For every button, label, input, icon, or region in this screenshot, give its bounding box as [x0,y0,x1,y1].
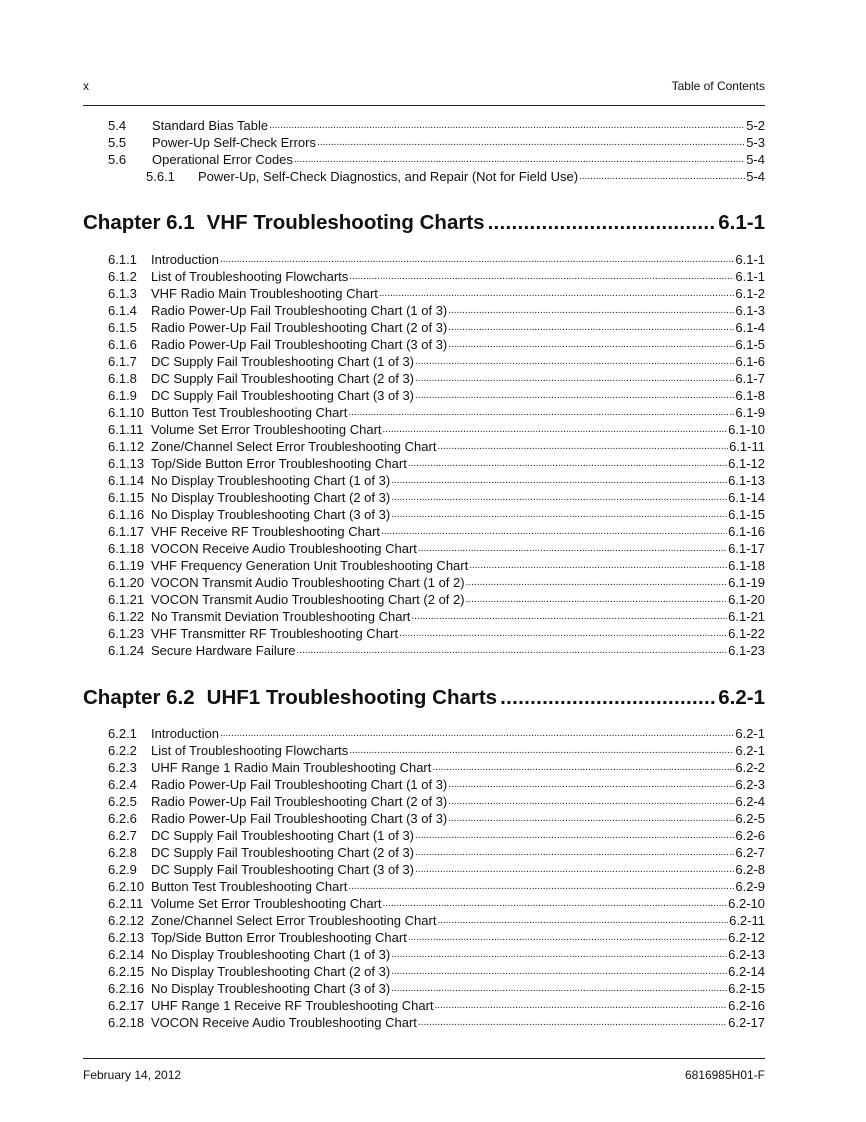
toc-entry-title: No Display Troubleshooting Chart (1 of 3) [151,947,391,962]
toc-entry[interactable] [108,404,765,421]
toc-entry[interactable] [108,438,765,455]
toc-entry-number: 6.2.13 [108,930,145,945]
toc-entry[interactable] [108,489,765,506]
chapter-page: 6.1-1 [718,211,765,234]
chapter-title: VHF Troubleshooting Charts [206,211,485,234]
toc-entry-number: 6.1.22 [108,609,145,624]
leader-dots [349,268,734,285]
leader-dots [383,421,728,438]
toc-entry[interactable] [108,387,765,404]
toc-entry[interactable] [108,997,765,1014]
chapter-title: UHF1 Troubleshooting Charts [206,686,498,709]
leader-dots [448,793,734,810]
toc-entry[interactable] [108,1014,765,1031]
toc-entry-title: VOCON Transmit Audio Troubleshooting Chart (1 of 2) [151,575,465,590]
leader-dots [415,844,734,861]
toc-entry-page: 6.1-14 [728,490,765,505]
toc-entry-number: 6.1.2 [108,269,137,284]
leader-dots [437,912,728,929]
toc-entry-page: 6.1-8 [735,388,765,403]
page-footer [83,1068,765,1084]
toc-entry-title: Radio Power-Up Fail Troubleshooting Chart (3 of 3) [151,811,448,826]
toc-entry-page: 6.1-22 [728,626,765,641]
toc-entry-number: 6.2.11 [108,896,144,911]
toc-entry[interactable] [108,946,765,963]
toc-entry-title: DC Supply Fail Troubleshooting Chart (3 of 3) [151,388,415,403]
toc-entry-number: 6.2.9 [108,862,137,877]
toc-entry-page: 6.1-17 [728,541,765,556]
toc-entry-title: Radio Power-Up Fail Troubleshooting Chart (2 of 3) [151,794,448,809]
leader-dots [383,895,728,912]
leader-dots [466,591,728,608]
toc-entry-title: VHF Radio Main Troubleshooting Chart [151,286,378,301]
toc-entry-page: 6.1-4 [735,320,765,335]
leader-dots [448,810,734,827]
footer-rule [83,1058,765,1059]
toc-entry-title: Zone/Channel Select Error Troubleshooting Chart [151,439,437,454]
toc-entry-title: Radio Power-Up Fail Troubleshooting Chart (1 of 3) [151,777,448,792]
toc-entry[interactable] [108,878,765,895]
toc-entry-title: VHF Frequency Generation Unit Troubleshooting Chart [151,558,469,573]
toc-entry[interactable] [108,421,765,438]
toc-entry-number: 5.5 [108,135,127,150]
toc-entry-page: 6.1-9 [735,405,765,420]
toc-entry-title: UHF Range 1 Receive RF Troubleshooting Chart [151,998,434,1013]
leader-dots [269,117,745,134]
toc-entry-title: Standard Bias Table [152,118,269,133]
toc-entry-page: 6.2-9 [735,879,765,894]
leader-dots [349,742,734,759]
leader-dots [220,251,734,268]
toc-entry-number: 6.1.23 [108,626,145,641]
toc-entry-number: 5.6.1 [146,169,175,184]
toc-entry-page: 6.1-15 [728,507,765,522]
publication-date: February 14, 2012 [83,1068,182,1082]
leader-dots [466,574,728,591]
leader-dots [435,997,728,1014]
toc-entry-page: 6.2-15 [728,981,765,996]
toc-entry-page: 6.1-5 [735,337,765,352]
toc-entry-number: 6.2.2 [108,743,137,758]
leader-dots [391,472,727,489]
toc-entry[interactable] [108,810,765,827]
toc-entry-title: Operational Error Codes [152,152,293,167]
toc-entry-number: 6.1.5 [108,320,137,335]
toc-entry[interactable] [108,827,765,844]
toc-entry-number: 6.2.4 [108,777,137,792]
toc-entry[interactable] [108,861,765,878]
toc-entry-page: 6.2-13 [728,947,765,962]
toc-entry-title: List of Troubleshooting Flowcharts [151,269,349,284]
toc-entry-title: VOCON Receive Audio Troubleshooting Chart [151,1015,417,1030]
toc-entry[interactable] [108,557,765,574]
toc-entry[interactable] [108,336,765,353]
toc-entry-number: 6.1.12 [108,439,145,454]
toc-entry-page: 6.2-3 [735,777,765,792]
chapter-number: Chapter 6.2 [83,686,195,709]
toc-entry-title: Radio Power-Up Fail Troubleshooting Chart (3 of 3) [151,337,448,352]
toc-entry-number: 6.1.16 [108,507,145,522]
leader-dots [437,438,728,455]
toc-entry-title: Radio Power-Up Fail Troubleshooting Chart (1 of 3) [151,303,448,318]
leader-dots [432,759,734,776]
page-header [83,79,765,95]
toc-entry-number: 6.1.11 [108,422,144,437]
leader-dots [294,151,745,168]
toc-entry[interactable] [108,912,765,929]
chapter-heading[interactable] [83,685,765,711]
toc-entry-number: 6.1.3 [108,286,137,301]
toc-entry-page: 6.1-21 [728,609,765,624]
leader-dots [317,134,745,151]
leader-dots [381,523,727,540]
toc-entry-title: DC Supply Fail Troubleshooting Chart (2 of 3) [151,371,415,386]
toc-entry-title: No Display Troubleshooting Chart (2 of 3) [151,964,391,979]
toc-entry[interactable] [108,793,765,810]
leader-dots [448,776,734,793]
toc-entry[interactable] [108,523,765,540]
toc-entry-title: Power-Up, Self-Check Diagnostics, and Repair (Not for Field Use) [198,169,579,184]
toc-entry-number: 6.2.8 [108,845,137,860]
toc-entry[interactable] [108,929,765,946]
toc-entry[interactable] [108,574,765,591]
toc-entry-page: 5-2 [746,118,765,133]
toc-entry-number: 6.1.15 [108,490,145,505]
toc-entry-page: 6.1-11 [729,439,765,454]
toc-entry-page: 6.2-14 [728,964,765,979]
toc-entry[interactable] [146,168,765,185]
chapter-page: 6.2-1 [718,686,765,709]
toc-entry-page: 6.1-13 [728,473,765,488]
toc-entry-number: 6.1.6 [108,337,137,352]
leader-dots [379,285,734,302]
toc-entry-title: Top/Side Button Error Troubleshooting Chart [151,930,407,945]
toc-entry[interactable] [108,608,765,625]
toc-entry-page: 6.2-6 [735,828,765,843]
toc-entry[interactable] [108,285,765,302]
toc-entry[interactable] [108,642,765,659]
toc-entry-page: 6.2-8 [735,862,765,877]
chapter-number: Chapter 6.1 [83,211,195,234]
toc-entry-title: Button Test Troubleshooting Chart [151,405,348,420]
toc-entry-page: 6.2-5 [735,811,765,826]
leader-dots [391,946,727,963]
toc-entry[interactable] [108,980,765,997]
toc-entry-page: 6.1-19 [728,575,765,590]
toc-entry-title: VOCON Transmit Audio Troubleshooting Chart (2 of 2) [151,592,465,607]
toc-entry-number: 6.2.17 [108,998,145,1013]
leader-dots [391,963,727,980]
toc-entry-page: 6.1-1 [735,269,765,284]
toc-entry-title: Radio Power-Up Fail Troubleshooting Chart (2 of 3) [151,320,448,335]
toc-entry[interactable] [108,319,765,336]
toc-entry-page: 6.2-1 [735,743,765,758]
toc-entry[interactable] [108,506,765,523]
toc-entry-title: DC Supply Fail Troubleshooting Chart (2 of 3) [151,845,415,860]
running-title: Table of Contents [671,79,765,93]
toc-entry-page: 6.2-11 [729,913,765,928]
leader-dots [391,506,727,523]
toc-entry-title: No Display Troubleshooting Chart (2 of 3) [151,490,391,505]
leader-dots [408,929,727,946]
toc-entry-title: Zone/Channel Select Error Troubleshooting Chart [151,913,437,928]
leader-dots [415,861,734,878]
page-number: x [83,79,89,93]
leader-dots [469,557,727,574]
toc-entry-page: 6.2-7 [735,845,765,860]
toc-entry-number: 6.2.6 [108,811,137,826]
toc-entry-page: 6.2-12 [728,930,765,945]
toc-entry-title: UHF Range 1 Radio Main Troubleshooting Chart [151,760,432,775]
toc-entry-title: Introduction [151,726,219,741]
toc-entry-number: 6.2.10 [108,879,145,894]
leader-dots [411,608,727,625]
toc-entry-number: 6.2.1 [108,726,137,741]
toc-entry[interactable] [108,844,765,861]
toc-entry-number: 5.6 [108,152,127,167]
toc-entry-title: DC Supply Fail Troubleshooting Chart (1 of 3) [151,828,415,843]
toc-entry-page: 6.1-20 [728,592,765,607]
toc-entry[interactable] [108,134,765,151]
toc-entry-number: 6.2.14 [108,947,145,962]
leader-dots [448,336,734,353]
toc-entry-page: 6.1-16 [728,524,765,539]
toc-entry-page: 6.1-3 [735,303,765,318]
toc-entry-page: 5-4 [746,169,765,184]
toc-entry[interactable] [108,151,765,168]
toc-entry[interactable] [108,591,765,608]
toc-entry-title: No Display Troubleshooting Chart (3 of 3) [151,981,391,996]
toc-entry-number: 6.2.15 [108,964,145,979]
toc-entry-title: VHF Receive RF Troubleshooting Chart [151,524,381,539]
toc-entry-number: 6.1.21 [108,592,145,607]
toc-entry-number: 5.4 [108,118,127,133]
leader-dots [348,404,734,421]
toc-entry-title: Secure Hardware Failure [151,643,296,658]
leader-dots [418,540,727,557]
toc-entry-number: 6.1.7 [108,354,137,369]
toc-entry-page: 5-4 [746,152,765,167]
toc-entry-page: 5-3 [746,135,765,150]
toc-entry[interactable] [108,251,765,268]
toc-entry-number: 6.1.20 [108,575,145,590]
toc-entry[interactable] [108,455,765,472]
toc-entry-page: 6.1-23 [728,643,765,658]
toc-entry[interactable] [108,776,765,793]
toc-entry-title: Volume Set Error Troubleshooting Chart [151,422,382,437]
toc-entry[interactable] [108,353,765,370]
toc-entry-page: 6.1-2 [735,286,765,301]
document-number: 6816985H01-F [684,1068,765,1082]
toc-entry-page: 6.1-12 [728,456,765,471]
toc-entry-title: VOCON Receive Audio Troubleshooting Chart [151,541,417,556]
toc-entry-title: Introduction [151,252,219,267]
leader-dots [418,1014,727,1031]
toc-entry-title: No Display Troubleshooting Chart (3 of 3) [151,507,391,522]
toc-entry-number: 6.2.18 [108,1015,145,1030]
leader-dots [220,725,734,742]
leader-dots [391,980,727,997]
leader-dots [579,168,745,185]
toc-entry[interactable] [108,540,765,557]
toc-entry-title: Button Test Troubleshooting Chart [151,879,348,894]
toc-entry-page: 6.2-10 [728,896,765,911]
toc-entry-title: DC Supply Fail Troubleshooting Chart (3 of 3) [151,862,415,877]
leader-dots [500,685,715,711]
toc-entry-page: 6.1-1 [735,252,765,267]
chapter-heading[interactable] [83,210,765,236]
toc-entry[interactable] [108,895,765,912]
toc-entry-title: Power-Up Self-Check Errors [152,135,316,150]
toc-entry-page: 6.2-1 [735,726,765,741]
leader-dots [448,302,734,319]
toc-entry-page: 6.1-7 [735,371,765,386]
toc-entry-number: 6.2.5 [108,794,137,809]
toc-entry-number: 6.1.24 [108,643,145,658]
toc-entry-title: List of Troubleshooting Flowcharts [151,743,349,758]
toc-entry-title: No Transmit Deviation Troubleshooting Chart [151,609,411,624]
toc-entry-title: Top/Side Button Error Troubleshooting Chart [151,456,407,471]
header-rule [83,105,765,106]
toc-entry[interactable] [108,302,765,319]
toc-entry-page: 6.1-6 [735,354,765,369]
leader-dots [415,387,734,404]
leader-dots [348,878,734,895]
toc-entry-title: DC Supply Fail Troubleshooting Chart (1 of 3) [151,354,415,369]
leader-dots [391,489,727,506]
toc-entry-page: 6.1-18 [728,558,765,573]
toc-entry[interactable] [108,625,765,642]
toc-entry-title: VHF Transmitter RF Troubleshooting Chart [151,626,399,641]
toc-entry-number: 6.1.19 [108,558,145,573]
leader-dots [415,827,734,844]
toc-entry-page: 6.2-4 [735,794,765,809]
toc-entry-page: 6.2-17 [728,1015,765,1030]
leader-dots [415,370,734,387]
toc-entry-number: 6.1.14 [108,473,145,488]
leader-dots [448,319,734,336]
toc-entry-number: 6.1.1 [108,252,137,267]
toc-entry-page: 6.1-10 [728,422,765,437]
leader-dots [488,210,716,236]
toc-entry-number: 6.2.3 [108,760,137,775]
toc-entry-number: 6.2.12 [108,913,145,928]
toc-entry[interactable] [108,370,765,387]
toc-entry-number: 6.1.10 [108,405,145,420]
toc-entry-number: 6.1.4 [108,303,137,318]
toc-entry-number: 6.1.13 [108,456,145,471]
toc-entry[interactable] [108,725,765,742]
toc-entry[interactable] [108,742,765,759]
toc-entry-number: 6.1.9 [108,388,137,403]
toc-entry[interactable] [108,963,765,980]
toc-entry-number: 6.1.18 [108,541,145,556]
toc-entry-page: 6.2-2 [735,760,765,775]
toc-entry-number: 6.1.8 [108,371,137,386]
toc-entry[interactable] [108,117,765,134]
toc-entry-number: 6.2.7 [108,828,137,843]
toc-entry-number: 6.1.17 [108,524,145,539]
toc-entry-title: No Display Troubleshooting Chart (1 of 3) [151,473,391,488]
toc-entry[interactable] [108,759,765,776]
toc-entry[interactable] [108,472,765,489]
leader-dots [399,625,727,642]
toc-entry-page: 6.2-16 [728,998,765,1013]
toc-entry-title: Volume Set Error Troubleshooting Chart [151,896,382,911]
leader-dots [415,353,734,370]
leader-dots [408,455,727,472]
toc-entry-number: 6.2.16 [108,981,145,996]
leader-dots [297,642,728,659]
toc-entry[interactable] [108,268,765,285]
